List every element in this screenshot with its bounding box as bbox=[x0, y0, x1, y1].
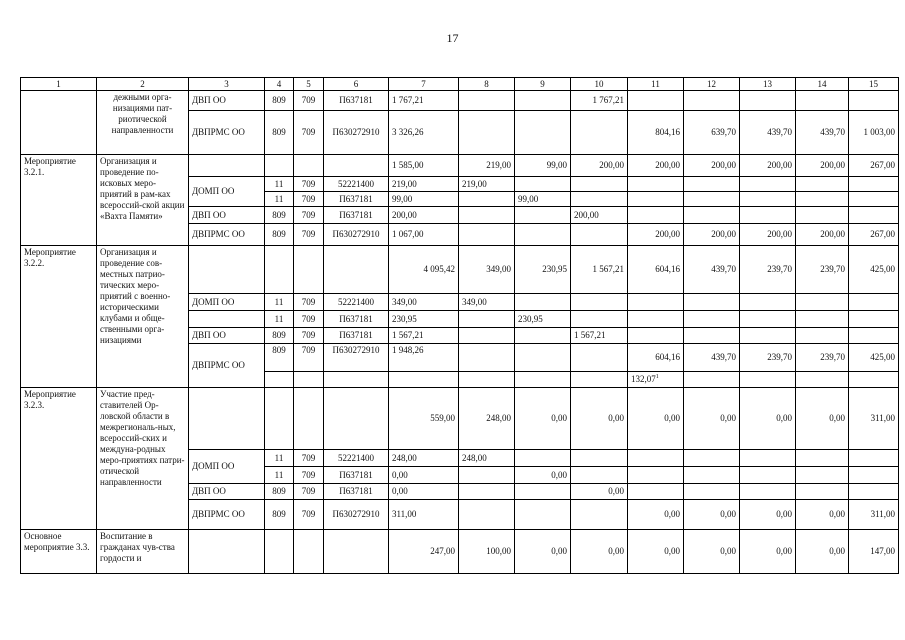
code-cell: П637181 bbox=[324, 328, 389, 344]
value-cell bbox=[740, 311, 796, 328]
code-cell bbox=[324, 530, 389, 574]
value-cell bbox=[849, 177, 899, 192]
value-cell bbox=[684, 328, 740, 344]
value-cell: 0,00 bbox=[740, 388, 796, 450]
col-header: 3 bbox=[189, 78, 265, 91]
value-cell: 1 767,21 bbox=[571, 91, 628, 111]
value-cell bbox=[628, 207, 684, 224]
value-cell bbox=[849, 91, 899, 111]
code-cell: 809 bbox=[265, 484, 294, 500]
value-cell: 100,00 bbox=[459, 530, 515, 574]
code-cell bbox=[294, 530, 324, 574]
value-cell: 1 567,21 bbox=[389, 328, 459, 344]
value-cell: 200,00 bbox=[628, 224, 684, 246]
value-cell bbox=[515, 500, 571, 530]
executor-cell: ДВПРМС ОО bbox=[189, 500, 265, 530]
executor-cell: ДОМП ОО bbox=[189, 450, 265, 484]
value-cell bbox=[459, 484, 515, 500]
table-row bbox=[21, 91, 899, 111]
col-header: 6 bbox=[324, 78, 389, 91]
value-cell bbox=[684, 311, 740, 328]
value-cell: 230,95 bbox=[389, 311, 459, 328]
code-cell bbox=[324, 246, 389, 294]
value-cell: 0,00 bbox=[628, 388, 684, 450]
value-cell: 200,00 bbox=[796, 155, 849, 177]
value-cell bbox=[740, 91, 796, 111]
value-cell: 267,00 bbox=[849, 224, 899, 246]
value-cell bbox=[684, 192, 740, 207]
value-cell: 1 003,00 bbox=[849, 111, 899, 155]
description-cell: Воспитание в гражданах чув-ства гордости и bbox=[97, 530, 189, 574]
value-cell bbox=[684, 207, 740, 224]
value-cell: 604,16 bbox=[628, 246, 684, 294]
col-header: 1 bbox=[21, 78, 97, 91]
value-cell: 200,00 bbox=[684, 155, 740, 177]
code-cell: П630272910 bbox=[324, 111, 389, 155]
value-cell bbox=[849, 467, 899, 484]
value-cell bbox=[849, 450, 899, 467]
value-cell bbox=[571, 224, 628, 246]
value-cell bbox=[740, 294, 796, 311]
value-cell: 604,16 bbox=[628, 344, 684, 372]
code-cell: 11 bbox=[265, 311, 294, 328]
value-cell: 239,70 bbox=[796, 246, 849, 294]
executor-cell: ДОМП ОО bbox=[189, 294, 265, 311]
value-cell bbox=[515, 344, 571, 372]
value-cell bbox=[684, 372, 740, 388]
value-cell bbox=[515, 224, 571, 246]
value-cell: 425,00 bbox=[849, 246, 899, 294]
value-cell: 439,70 bbox=[796, 111, 849, 155]
value-cell bbox=[628, 91, 684, 111]
value-cell bbox=[740, 372, 796, 388]
value-cell: 219,00 bbox=[459, 177, 515, 192]
value-cell bbox=[796, 192, 849, 207]
value-cell bbox=[684, 450, 740, 467]
col-header: 7 bbox=[389, 78, 459, 91]
value-cell: 0,00 bbox=[515, 530, 571, 574]
value-cell bbox=[459, 91, 515, 111]
value-cell: 247,00 bbox=[389, 530, 459, 574]
code-cell: 709 bbox=[294, 207, 324, 224]
activity-cell: Мероприятие 3.2.2. bbox=[21, 246, 97, 388]
col-header: 2 bbox=[97, 78, 189, 91]
value-cell: 200,00 bbox=[740, 224, 796, 246]
value-cell bbox=[571, 344, 628, 372]
value-cell bbox=[459, 328, 515, 344]
value-cell: 0,00 bbox=[684, 500, 740, 530]
executor-cell bbox=[189, 155, 265, 177]
value-cell: 200,00 bbox=[796, 224, 849, 246]
value-cell bbox=[628, 484, 684, 500]
value-cell bbox=[628, 450, 684, 467]
value-cell bbox=[571, 294, 628, 311]
budget-table bbox=[20, 77, 899, 574]
code-cell bbox=[324, 372, 389, 388]
value-cell: 99,00 bbox=[515, 155, 571, 177]
value-cell: 349,00 bbox=[459, 246, 515, 294]
value-cell bbox=[515, 207, 571, 224]
code-cell: 709 bbox=[294, 311, 324, 328]
executor-cell: ДВП ОО bbox=[189, 91, 265, 111]
col-header: 9 bbox=[515, 78, 571, 91]
value-cell bbox=[628, 177, 684, 192]
executor-cell bbox=[189, 311, 265, 328]
value-cell: 0,00 bbox=[389, 467, 459, 484]
value-cell: 200,00 bbox=[684, 224, 740, 246]
value-cell: 804,16 bbox=[628, 111, 684, 155]
value-cell: 147,00 bbox=[849, 530, 899, 574]
value-cell: 425,00 bbox=[849, 344, 899, 372]
value-cell: 1 567,21 bbox=[571, 328, 628, 344]
col-header: 4 bbox=[265, 78, 294, 91]
code-cell: 709 bbox=[294, 484, 324, 500]
value-cell: 311,00 bbox=[849, 500, 899, 530]
value-cell bbox=[684, 177, 740, 192]
code-cell: 709 bbox=[294, 450, 324, 467]
footnote-mark: 1 bbox=[655, 374, 659, 380]
value-cell: 200,00 bbox=[389, 207, 459, 224]
code-cell: 709 bbox=[294, 192, 324, 207]
value-cell bbox=[740, 177, 796, 192]
code-cell bbox=[265, 246, 294, 294]
value-cell bbox=[849, 328, 899, 344]
code-cell: 709 bbox=[294, 500, 324, 530]
value-cell: 200,00 bbox=[628, 155, 684, 177]
value-cell bbox=[740, 328, 796, 344]
activity-cell bbox=[21, 91, 97, 155]
value-cell bbox=[684, 467, 740, 484]
code-cell: 809 bbox=[265, 328, 294, 344]
value-cell bbox=[796, 484, 849, 500]
code-cell: 809 bbox=[265, 91, 294, 111]
value-cell bbox=[515, 91, 571, 111]
value-cell bbox=[459, 372, 515, 388]
value-cell bbox=[571, 467, 628, 484]
table-row bbox=[21, 530, 899, 574]
page-number: 17 bbox=[446, 31, 459, 45]
value-cell bbox=[571, 111, 628, 155]
value-cell: 1 948,26 bbox=[389, 344, 459, 372]
value-cell bbox=[459, 500, 515, 530]
value-cell bbox=[628, 467, 684, 484]
value-cell: 230,95 bbox=[515, 246, 571, 294]
value-cell bbox=[849, 192, 899, 207]
code-cell: П637181 bbox=[324, 91, 389, 111]
code-cell: 809 bbox=[265, 207, 294, 224]
value-cell: 349,00 bbox=[389, 294, 459, 311]
value-cell: 219,00 bbox=[389, 177, 459, 192]
code-cell: 709 bbox=[294, 111, 324, 155]
executor-cell: ДВПРМС ОО bbox=[189, 111, 265, 155]
code-cell: 11 bbox=[265, 192, 294, 207]
table-row bbox=[21, 246, 899, 294]
col-header: 14 bbox=[796, 78, 849, 91]
code-cell: 709 bbox=[294, 467, 324, 484]
value-cell: 311,00 bbox=[389, 500, 459, 530]
value-cell: 559,00 bbox=[389, 388, 459, 450]
code-cell: 52221400 bbox=[324, 450, 389, 467]
value-cell bbox=[740, 467, 796, 484]
code-cell bbox=[324, 155, 389, 177]
code-cell: 809 bbox=[265, 111, 294, 155]
value-cell bbox=[849, 372, 899, 388]
value-cell bbox=[740, 192, 796, 207]
value-cell: 0,00 bbox=[740, 500, 796, 530]
code-cell bbox=[324, 388, 389, 450]
value-cell: 230,95 bbox=[515, 311, 571, 328]
value-cell bbox=[796, 328, 849, 344]
code-cell: П637181 bbox=[324, 311, 389, 328]
value-cell bbox=[515, 450, 571, 467]
value-cell bbox=[796, 207, 849, 224]
code-cell: 11 bbox=[265, 177, 294, 192]
value-cell bbox=[459, 224, 515, 246]
value-cell bbox=[459, 344, 515, 372]
code-cell: 52221400 bbox=[324, 177, 389, 192]
code-cell: 809 bbox=[265, 224, 294, 246]
value-cell bbox=[796, 467, 849, 484]
value-cell: 248,00 bbox=[459, 388, 515, 450]
value-cell bbox=[459, 111, 515, 155]
col-header: 5 bbox=[294, 78, 324, 91]
value-cell bbox=[459, 207, 515, 224]
value-cell bbox=[740, 207, 796, 224]
value-cell bbox=[571, 192, 628, 207]
value-cell bbox=[571, 372, 628, 388]
value-cell: 239,70 bbox=[740, 246, 796, 294]
value-text: 132,07 bbox=[631, 374, 656, 384]
value-cell: 1 585,00 bbox=[389, 155, 459, 177]
value-cell: 200,00 bbox=[571, 207, 628, 224]
executor-cell: ДВПРМС ОО bbox=[189, 344, 265, 388]
value-cell bbox=[796, 177, 849, 192]
code-cell bbox=[294, 372, 324, 388]
value-cell: 0,00 bbox=[684, 530, 740, 574]
value-cell bbox=[849, 294, 899, 311]
code-cell: П637181 bbox=[324, 467, 389, 484]
value-cell: 0,00 bbox=[515, 388, 571, 450]
code-cell: 52221400 bbox=[324, 294, 389, 311]
executor-cell: ДВП ОО bbox=[189, 207, 265, 224]
value-cell bbox=[684, 294, 740, 311]
code-cell: 709 bbox=[294, 91, 324, 111]
value-cell bbox=[628, 294, 684, 311]
value-cell: 439,70 bbox=[740, 111, 796, 155]
code-cell: П630272910 bbox=[324, 344, 389, 372]
value-cell bbox=[849, 484, 899, 500]
activity-cell: Основное мероприятие 3.3. bbox=[21, 530, 97, 574]
value-cell: 99,00 bbox=[515, 192, 571, 207]
value-cell: 311,00 bbox=[849, 388, 899, 450]
value-cell: 0,00 bbox=[571, 484, 628, 500]
code-cell: 709 bbox=[294, 328, 324, 344]
value-cell: 439,70 bbox=[684, 246, 740, 294]
col-header: 12 bbox=[684, 78, 740, 91]
value-cell: 0,00 bbox=[796, 388, 849, 450]
value-cell bbox=[515, 328, 571, 344]
value-cell: 4 095,42 bbox=[389, 246, 459, 294]
value-cell: 0,00 bbox=[515, 467, 571, 484]
value-cell bbox=[571, 177, 628, 192]
code-cell: 709 bbox=[294, 177, 324, 192]
value-cell bbox=[796, 311, 849, 328]
code-cell: 11 bbox=[265, 450, 294, 467]
code-cell: П637181 bbox=[324, 192, 389, 207]
code-cell bbox=[265, 372, 294, 388]
value-cell: 200,00 bbox=[740, 155, 796, 177]
value-cell: 0,00 bbox=[796, 500, 849, 530]
value-cell bbox=[849, 207, 899, 224]
header-row bbox=[21, 78, 899, 91]
value-cell bbox=[459, 467, 515, 484]
code-cell: П637181 bbox=[324, 207, 389, 224]
value-cell: 1 767,21 bbox=[389, 91, 459, 111]
value-cell: 439,70 bbox=[684, 344, 740, 372]
table-row bbox=[21, 155, 899, 177]
col-header: 15 bbox=[849, 78, 899, 91]
value-cell bbox=[796, 91, 849, 111]
value-cell bbox=[628, 328, 684, 344]
value-cell bbox=[515, 294, 571, 311]
value-cell bbox=[459, 311, 515, 328]
value-cell: 1 567,21 bbox=[571, 246, 628, 294]
value-cell bbox=[740, 484, 796, 500]
description-cell: Организация и проведение по-исковых меро-приятий в рам-ках всероссий-ской акции «Вахта Памяти» bbox=[97, 155, 189, 246]
value-cell: 0,00 bbox=[796, 530, 849, 574]
value-cell: 0,00 bbox=[571, 530, 628, 574]
code-cell: 809 bbox=[265, 344, 294, 372]
value-cell: 267,00 bbox=[849, 155, 899, 177]
executor-cell bbox=[189, 246, 265, 294]
code-cell: П630272910 bbox=[324, 500, 389, 530]
value-cell: 200,00 bbox=[571, 155, 628, 177]
activity-cell: Мероприятие 3.2.3. bbox=[21, 388, 97, 530]
code-cell: 709 bbox=[294, 224, 324, 246]
value-cell: 248,00 bbox=[389, 450, 459, 467]
description-cell: Участие пред-ставителей Ор-ловской области в межрегиональ-ных, всероссий-ских и междуна-родных меро-приятиях патри-отической направленности bbox=[97, 388, 189, 530]
code-cell: П637181 bbox=[324, 484, 389, 500]
code-cell bbox=[265, 530, 294, 574]
code-cell bbox=[294, 246, 324, 294]
col-header: 11 bbox=[628, 78, 684, 91]
value-cell bbox=[849, 311, 899, 328]
col-header: 10 bbox=[571, 78, 628, 91]
value-cell: 3 326,26 bbox=[389, 111, 459, 155]
value-cell bbox=[796, 450, 849, 467]
code-cell: 11 bbox=[265, 294, 294, 311]
value-cell bbox=[389, 372, 459, 388]
value-cell bbox=[571, 450, 628, 467]
value-cell bbox=[515, 111, 571, 155]
value-cell: 99,00 bbox=[389, 192, 459, 207]
code-cell bbox=[294, 388, 324, 450]
value-cell: 0,00 bbox=[389, 484, 459, 500]
value-cell bbox=[571, 311, 628, 328]
value-cell bbox=[684, 91, 740, 111]
executor-cell bbox=[189, 388, 265, 450]
executor-cell: ДВП ОО bbox=[189, 484, 265, 500]
value-cell bbox=[515, 484, 571, 500]
value-cell: 219,00 bbox=[459, 155, 515, 177]
code-cell: 709 bbox=[294, 344, 324, 372]
value-cell bbox=[571, 500, 628, 530]
value-cell bbox=[796, 294, 849, 311]
code-cell: П630272910 bbox=[324, 224, 389, 246]
value-cell: 639,70 bbox=[684, 111, 740, 155]
value-cell: 0,00 bbox=[684, 388, 740, 450]
value-cell: 239,70 bbox=[740, 344, 796, 372]
value-cell: 0,00 bbox=[571, 388, 628, 450]
executor-cell: ДВП ОО bbox=[189, 328, 265, 344]
value-cell bbox=[740, 450, 796, 467]
value-cell bbox=[515, 372, 571, 388]
value-cell: 0,00 bbox=[628, 530, 684, 574]
value-cell bbox=[796, 372, 849, 388]
description-cell: дежными орга-низациями пат-риотической направленности bbox=[97, 91, 189, 155]
code-cell: 709 bbox=[294, 294, 324, 311]
value-cell: 349,00 bbox=[459, 294, 515, 311]
value-cell: 0,00 bbox=[628, 500, 684, 530]
value-cell: 248,00 bbox=[459, 450, 515, 467]
value-cell: 0,00 bbox=[740, 530, 796, 574]
executor-cell: ДВПРМС ОО bbox=[189, 224, 265, 246]
value-cell bbox=[628, 311, 684, 328]
value-cell bbox=[684, 484, 740, 500]
executor-cell: ДОМП ОО bbox=[189, 177, 265, 207]
description-cell: Организация и проведение сов-местных патрио-тических меро-приятий с военно-историческими клубами и обще-ственными орга-низациями bbox=[97, 246, 189, 388]
code-cell: 11 bbox=[265, 467, 294, 484]
code-cell: 809 bbox=[265, 500, 294, 530]
col-header: 13 bbox=[740, 78, 796, 91]
value-cell bbox=[459, 192, 515, 207]
executor-cell bbox=[189, 530, 265, 574]
col-header: 8 bbox=[459, 78, 515, 91]
value-cell: 239,70 bbox=[796, 344, 849, 372]
code-cell bbox=[265, 388, 294, 450]
value-cell bbox=[628, 372, 684, 388]
value-cell bbox=[515, 177, 571, 192]
code-cell bbox=[265, 155, 294, 177]
table-row bbox=[21, 388, 899, 450]
value-cell bbox=[628, 192, 684, 207]
code-cell bbox=[294, 155, 324, 177]
activity-cell: Мероприятие 3.2.1. bbox=[21, 155, 97, 246]
value-cell: 1 067,00 bbox=[389, 224, 459, 246]
